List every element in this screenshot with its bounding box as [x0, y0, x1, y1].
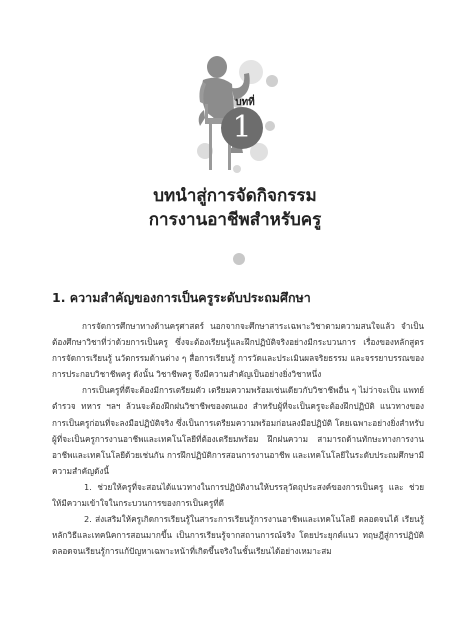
paragraph: การเป็นครูที่ดีจะต้องมีการเตรียมตัว เตรียมความพร้อมเช่นเดียวกับวิชาชีพอื่น ๆ ไม่ว่าจะเป็น แพทย์ ตำรวจ ทหาร ฯลฯ ล้วนจะต้องฝึกฝนวิชาชีพของตนเอง สำหรับผู้ที่จะเป็นครูจะต้องฝึกปฏิบัติ แนวทางของการเป็นครูก่อนที่จะลงมือปฏิบัติจริง ซึ่งเป็นการเตรียมความพร้อมก่อนลงมือปฏิบัติ โดยเฉพาะอย่างยิ่งสำหรับผู้ที่จะเป็นครูการงานอาชีพและเทคโนโลยีที่ต้องเตรียมพร้อม ฝึกฝนความ สามารถด้านทักษะทางการงานอาชีพและเทคโนโลยีด้วยเช่นกัน การฝึกปฏิบัติการสอนการงานอาชีพ และเทคโนโลยีในระดับประถมศึกษามีความสำคัญดังนี้ [52, 385, 424, 476]
bubble [233, 165, 241, 173]
list-item: 1. ช่วยให้ครูที่จะสอนได้แนวทางในการปฏิบัติงานให้บรรลุวัตถุประสงค์ของการเป็นครู และ ช่วยให้มีความเข้าใจในกระบวนการของการเป็นครูที่ดี [52, 481, 424, 509]
chapter-title-line2: การงานอาชีพสำหรับครู [148, 210, 322, 230]
body-text [52, 318, 424, 559]
separator-dot [233, 253, 245, 265]
chapter-label: บทที่ [235, 97, 255, 108]
chapter-number: 1 [232, 110, 252, 145]
section-heading: 1. ความสำคัญของการเป็นครูระดับประถมศึกษา [52, 290, 311, 305]
bubble [265, 121, 275, 131]
paragraph: การจัดการศึกษาทางด้านครุศาสตร์ นอกจากจะศึกษาสาระเฉพาะวิชาตามความสนใจแล้ว จำเป็นต้องศึกษาวิชาที่ว่าด้วยการเป็นครู ซึ่งจะต้องเรียนรู้และฝึกปฏิบัติจริงอย่างมีกระบวนการ เรื่องของหลักสูตรการจัดการเรียนรู้ นวัตกรรมด้านต่าง ๆ สื่อการเรียนรู้ การวัดและประเมินผลจริยธรรม และจรรยาบรรณของการประกอบวิชาชีพครู ดังนั้น วิชาชีพครู จึงมีความสำคัญเป็นอย่างยิ่งวิชาหนึ่ง [52, 321, 424, 380]
chapter-title-line1: บทนำสู่การจัดกิจกรรม [153, 186, 317, 206]
list-item: 2. ส่งเสริมให้ครูเกิดการเรียนรู้ในสาระการเรียนรู้การงานอาชีพและเทคโนโลยี ตลอดจนได้ เรียนรู้หลักวิธีและเทคนิคการสอนมากขึ้น เป็นการเรียนรู้จากสถานการณ์จริง โดยประยุกต์แนว ทฤษฎีสู่การปฏิบัติตลอดจนเรียนรู้การแก้ปัญหาเฉพาะหน้าที่เกิดขึ้นจริงในชั้นเรียนได้อย่างเหมาะสม [52, 514, 424, 557]
bubble [239, 60, 263, 84]
bubble [266, 75, 278, 87]
